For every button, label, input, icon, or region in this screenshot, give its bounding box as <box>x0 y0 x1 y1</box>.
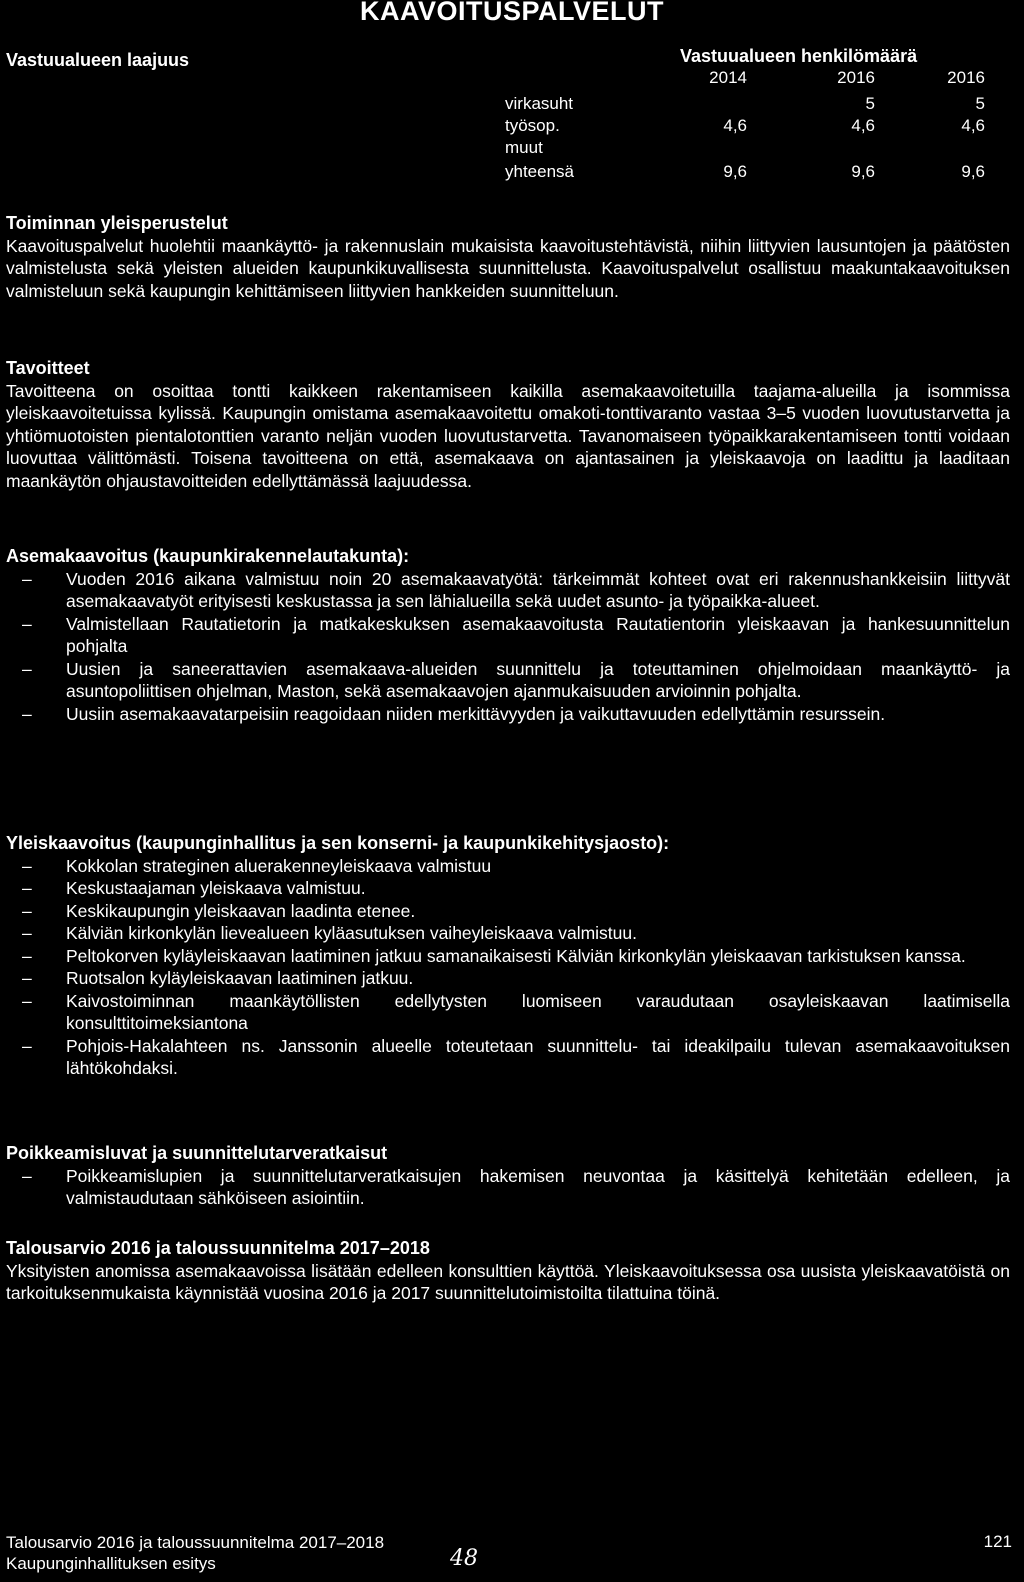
section-yleiskaavoitus <box>6 832 1010 1080</box>
staff-row-label: virkasuht <box>505 94 574 113</box>
page-number: 121 <box>983 1532 1012 1551</box>
list-item: – Peltokorven kyläyleiskaavan laatiminen jatkuu samanaikaisesti Kälviän kirkonkylän yleiskaavan tarkistuksen kanssa. <box>6 945 1010 968</box>
list-item: – Pohjois-Hakalahteen ns. Janssonin alueelle toteutetaan suunnittelu- tai ideakilpailu tulevan asemakaavoituksen lähtökohdaksi. <box>6 1035 1010 1080</box>
list-item: – Poikkeamislupien ja suunnittelutarveratkaisujen hakemisen neuvontaa ja käsittelyä kehitetään edelleen, ja valmistaudutaan sähköiseen asiointiin. <box>6 1165 1010 1210</box>
list-item: – Kokkolan strateginen aluerakenneyleiskaava valmistuu <box>6 855 1010 878</box>
staff-cell: 4,6 <box>851 116 875 135</box>
list-item: – Valmistellaan Rautatietorin ja matkakeskuksen asemakaavoitusta Rautatientorin yleiskaavan ja hankesuunnittelun pohjalta <box>6 613 1010 658</box>
staff-row <box>505 94 995 116</box>
section-perustelut <box>6 212 1010 302</box>
footer <box>6 1532 384 1574</box>
scope-label: Vastuualueen laajuus <box>6 50 190 70</box>
staff-heading: Vastuualueen henkilömäärä <box>680 46 918 66</box>
footer-subtitle: Kaupunginhallituksen esitys <box>6 1554 216 1573</box>
staff-row <box>505 138 995 160</box>
staff-row-label: muut <box>505 138 543 157</box>
section-heading: Yleiskaavoitus (kaupunginhallitus ja sen konserni- ja kaupunkikehitysjaosto): <box>6 833 670 853</box>
list-item: – Uusien ja saneerattavien asemakaava-alueiden suunnittelu ja toteuttaminen ohjelmoidaan maankäyttö- ja asuntopoliittisen ohjelman, Maston, sekä asemakaavojen ajanmukaisuuden arvioinnin pohjalta. <box>6 658 1010 703</box>
section-heading: Talousarvio 2016 ja taloussuunnitelma 2017–2018 <box>6 1238 430 1258</box>
section-heading: Poikkeamisluvat ja suunnittelutarveratkaisut <box>6 1143 388 1163</box>
list-item: – Kaivostoiminnan maankäytöllisten edellytysten luomiseen varaudutaan osayleiskaavan laatimisella konsulttitoimeksiantona <box>6 990 1010 1035</box>
handwritten-page-mark: 48 <box>450 1546 478 1571</box>
bullet-list <box>6 568 1010 726</box>
section-paragraph: Tavoitteena on osoittaa tontti kaikkeen rakentamiseen kaikilla asemakaavoitetuilla taajama-alueilla ja isommissa yleiskaavoitetuissa kylissä. Kaupungin omistama asemakaavoitettu omakoti-tonttivaranto vastaa 3–5 vuoden luovutustarvetta ja yhtiömuotoisten pientalotonttien varanto neljän vuoden luovutustarvetta. Tavanomaiseen työpaikkarakentamiseen tontti voidaan luovuttaa välittömästi. Toisena tavoitteena on että, asemakaava on ajantasainen ja yleiskaavoja on laadittu ja laaditaan maankäytön ohjaustavoitteiden edellyttämässä laajuudessa. <box>6 380 1010 491</box>
section-heading: Toiminnan yleisperustelut <box>6 213 228 233</box>
page-title: KAAVOITUSPALVELUT <box>360 0 664 26</box>
section-tavoitteet <box>6 357 1010 492</box>
staff-cell: 5 <box>975 94 985 113</box>
staff-row <box>505 162 995 184</box>
year-cell: 2014 <box>709 68 747 87</box>
list-item: – Keskikaupungin yleiskaavan laadinta etenee. <box>6 900 1010 923</box>
staff-cell: 9,6 <box>723 162 747 181</box>
staff-cell: 5 <box>865 94 875 113</box>
section-talousarvio <box>6 1237 1010 1305</box>
bullet-list <box>6 855 1010 1080</box>
staff-cell: 4,6 <box>723 116 747 135</box>
section-heading: Asemakaavoitus (kaupunkirakennelautakunta): <box>6 546 410 566</box>
staff-cell: 9,6 <box>961 162 985 181</box>
list-item: – Ruotsalon kyläyleiskaavan laatiminen jatkuu. <box>6 967 1010 990</box>
list-item: – Kälviän kirkonkylän lievealueen kyläasutuksen vaiheyleiskaava valmistuu. <box>6 922 1010 945</box>
list-item: – Uusiin asemakaavatarpeisiin reagoidaan niiden merkittävyyden ja vaikuttavuuden edellyttämin resurssein. <box>6 703 1010 726</box>
section-heading: Tavoitteet <box>6 358 90 378</box>
year-cell: 2016 <box>947 68 985 87</box>
staff-row-label: työsop. <box>505 116 560 135</box>
staff-cell: 4,6 <box>961 116 985 135</box>
staff-years-row <box>505 68 995 90</box>
year-cell: 2016 <box>837 68 875 87</box>
footer-title: Talousarvio 2016 ja taloussuunnitelma 2017–2018 <box>6 1533 385 1552</box>
section-paragraph: Yksityisten anomissa asemakaavoissa lisätään edelleen konsulttien käyttöä. Yleiskaavoituksessa osa uusista yleiskaavatöistä on tarkoituksenmukaista käynnistää vuosina 2016 ja 2017 suunnittelutoimistoilta tilattuina töinä. <box>6 1260 1010 1303</box>
section-paragraph: Kaavoituspalvelut huolehtii maankäyttö- ja rakennuslain mukaisista kaavoitustehtävistä, niihin liittyvien lausuntojen ja päätösten valmistelusta sekä yleisten alueiden kaupunkikuvallisesta suunnittelusta. Kaavoituspalvelut osallistuu maakuntakaavoituksen valmisteluun sekä kaupungin kehittämiseen liittyvien hankkeiden suunnitteluun. <box>6 235 1010 301</box>
section-asemakaavoitus <box>6 545 1010 725</box>
bullet-list <box>6 1165 1010 1210</box>
list-item: – Keskustaajaman yleiskaava valmistuu. <box>6 877 1010 900</box>
staff-row-label: yhteensä <box>505 162 574 181</box>
staff-row <box>505 116 995 138</box>
section-poikkeamisluvat <box>6 1142 1010 1210</box>
staff-cell: 9,6 <box>851 162 875 181</box>
list-item: – Vuoden 2016 aikana valmistuu noin 20 asemakaavatyötä: tärkeimmät kohteet ovat eri rakennushankkeisiin liittyvät asemakaavatyöt erityisesti keskustassa ja sen lähialueilla sekä uudet asunto- ja työpaikka-alueet. <box>6 568 1010 613</box>
